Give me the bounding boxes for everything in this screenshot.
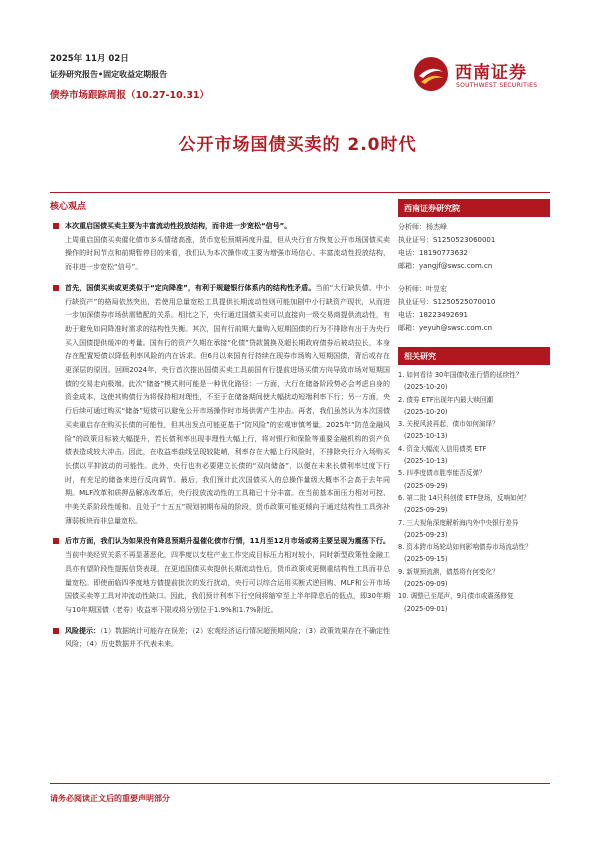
analyst-license: 执业证号：S1250525070010 [398, 298, 496, 306]
research-item[interactable]: 9. 新规预流测，债基将有何变化？ (2025-09-09) [398, 567, 499, 589]
bullet-square-icon [53, 538, 59, 544]
research-item[interactable]: 2. 债券 ETF出现年内最大赎回潮 (2025-10-20) [398, 395, 494, 416]
bullet-square-icon [53, 628, 59, 634]
top-divider [50, 192, 550, 193]
research-item[interactable]: 6. 第二批 14只科创债 ETF登场，反响如何？ (2025-09-29) [398, 493, 530, 515]
team-heading: 西南证券研究院 [398, 199, 550, 217]
analyst-name: 分析师：叶昱宏 [398, 285, 447, 293]
report-type: 证券研究报告•固定收益定期报告 [50, 70, 168, 79]
core-view-heading: 核心观点 [50, 202, 87, 212]
research-item[interactable]: 3. 关税风波再起，债市如何演绎？ (2025-10-13) [398, 420, 499, 441]
analyst-block-2 [398, 283, 550, 335]
logo-name-en: SOUTHWEST SECURITIES [456, 82, 538, 89]
logo-emblem-icon [413, 56, 449, 92]
logo-name-cn: 西南证券 [455, 63, 527, 83]
paragraph-1 [50, 220, 390, 275]
disclaimer-note: 请务必阅读正文后的重要声明部分 [50, 794, 170, 803]
bullet-square-icon [53, 223, 59, 229]
report-title: 公开市场国债买卖的 2.0时代 [178, 135, 417, 155]
analyst-phone: 电话：18223492691 [398, 311, 468, 319]
paragraph-lead: 本次重启国债买卖主要为丰富流动性投放结构，而非进一步宽松“信号”。 [65, 222, 292, 230]
research-item[interactable]: 7. 三大视角深度解析海内外中央银行差异 (2025-09-23) [398, 518, 519, 539]
report-date: 2025年 11月 02日 [50, 54, 129, 64]
research-item[interactable]: 10. 调整已至尾声，9月债市或震荡修复 (2025-09-01) [398, 592, 514, 613]
paragraph-2 [50, 282, 390, 529]
analyst-phone: 电话：18190773632 [398, 249, 468, 257]
research-heading: 相关研究 [398, 347, 550, 365]
paragraph-lead: 首先，国债买卖或更类似于“定向降准”，有利于规避银行体系内的结构性矛盾。 [65, 283, 316, 292]
research-list [398, 369, 550, 615]
paragraph-lead: 风险提示： [65, 626, 101, 635]
sidebar [398, 199, 550, 615]
related-research [398, 347, 550, 615]
paragraph-lead: 后市方面，我们认为如果没有降息预期升温催化债市行情，11月至12月市场或将主要呈现为震荡下行。 [65, 537, 390, 546]
bottom-divider [50, 783, 550, 784]
company-logo [413, 56, 553, 96]
paragraph-risk [50, 625, 390, 652]
paragraph-body: 当前中美经贸关系不再显著恶化，四季度以支柱产业工作完成目标压力相对较小，同时新型政策性金融工具亦有望阶段性提振信贷表现，在更追国债买卖提供长期流动性后，货币政策或更侧重结构性工具而非总量宽松。即使面临四季度地方债提前批次的发行扰动，央行可以综合运用买断式逆回购、MLF和公开市场国债买卖等工具对冲流动性缺口。因此，我们预计利率下行空间将缩窄至上半年降息后的低点，即30年期与10年期国债（老券）收益率下限或将分别位于1.9%和1.7%附近。 [65, 551, 390, 614]
research-item[interactable]: 4. 资金大幅流入信用债类 ETF (2025-10-13) [398, 444, 487, 466]
research-item[interactable]: 1. 如何看待 30年国债收涨行情的延续性？ (2025-10-20) [398, 371, 523, 392]
analyst-license: 执业证号：S1250523060001 [398, 236, 496, 244]
paragraph-body: （1）数据统计可能存在误差；（2）宏观经济运行情况超预期风险；（3）政策效果存在不确定性风险；（4）历史数据并不代表未来。 [65, 626, 390, 649]
analyst-email[interactable]: 邮箱：yeyuh@swsc.com.cn [398, 324, 493, 332]
analyst-email[interactable]: 邮箱：yangjf@swsc.com.cn [398, 262, 493, 270]
paragraph-body: 上周重启国债买卖催化债市多头情绪高涨，货币宽松预期再度升温，但从央行官方恢复公开市场国债买卖操作的时间节点和前期暂停目的来看，我们认为本次操作或主要为增强市场信心、丰富流动性投放结构，而非进一步宽松“信号”。 [65, 235, 390, 272]
report-series: 债券市场跟踪周报（10.27-10.31） [50, 90, 210, 101]
bullet-square-icon [53, 285, 59, 291]
paragraph-3 [50, 535, 390, 617]
research-item[interactable]: 8. 资本跨市场轮动如何影响债券市场流动性？ (2025-09-15) [398, 543, 532, 564]
analyst-name: 分析师：杨杰峰 [398, 223, 447, 231]
main-content [50, 220, 390, 659]
research-item[interactable]: 5. 四季度债市胜率能否反弹？ (2025-09-29) [398, 469, 486, 490]
paragraph-body: 当前“大行缺负债、中小行缺资产”的格局依然突出，若使用总量宽松工具提供长期流动性则可能加剧中小行缺资产现状，从而进一步加深债券市场供需错配的关系。相比之下，央行通过国债买卖可以直接向一级交易商提供流动性，有助于避免如同降准时需求的结构性失衡。其次，国有行前期大量购入短期国债的行为不排除有出于为央行买入国债提供缓冲的考量。国有行的资产久期在承接“化债”贷款置换及超长期政府债券后被动拉长，本身存在配置短债以降低利率风险的内在诉求。但6月以来国有行持续在现券市场购入短期国债，背后或存在更深层的原因。回顾2024年，央行首次推出国债买卖工具前国有行提前进场买债方向导致市场对短期国债的交易走向极端。此次“储备”模式则可能是一种优化路径：一方面，大行在储备阶段势必会考虑自身的资金成本，这使其购债行为将保持相对理性，不至于在储备期间使大幅扰动短端利率下行；另一方面，央行后续可通过购买“储备”短债可以避免公开市场操作时市场供需产生冲击。再者，我们虽然认为本次国债买卖重启存在购买长债的可能性，但其出发点可能更基于“防风险”的宏观审慎考量。2025年“防范金融风险”的政策目标被大幅提升，若长债利率出现非理性大幅上行，将对银行和保险等重要金融机构的资产负债表造成较大冲击。因此，在收益率曲线呈现较陡峭，利率存在大幅上行风险时，不排除央行介入场购买长债以平抑波动的可能性。此外，央行也有必要建立长债的“双向储备”，以便在未来长债利率过度下行时，有充足的储备来进行反向调节。最后，我们预计此次国债买入的总操作量级大概率不会高于去年同期。MLF改革和质押品解冻改革后，央行投放流动性的工具箱已十分丰富。在当前基本面压力相对可控、中美关系阶段性缓和、且处于“十五五”规划初期布局的阶段，货币政策可能更倾向于通过结构性工具弥补薄弱板块而非总量宽松。 [65, 283, 390, 525]
analyst-block-1 [398, 221, 550, 273]
